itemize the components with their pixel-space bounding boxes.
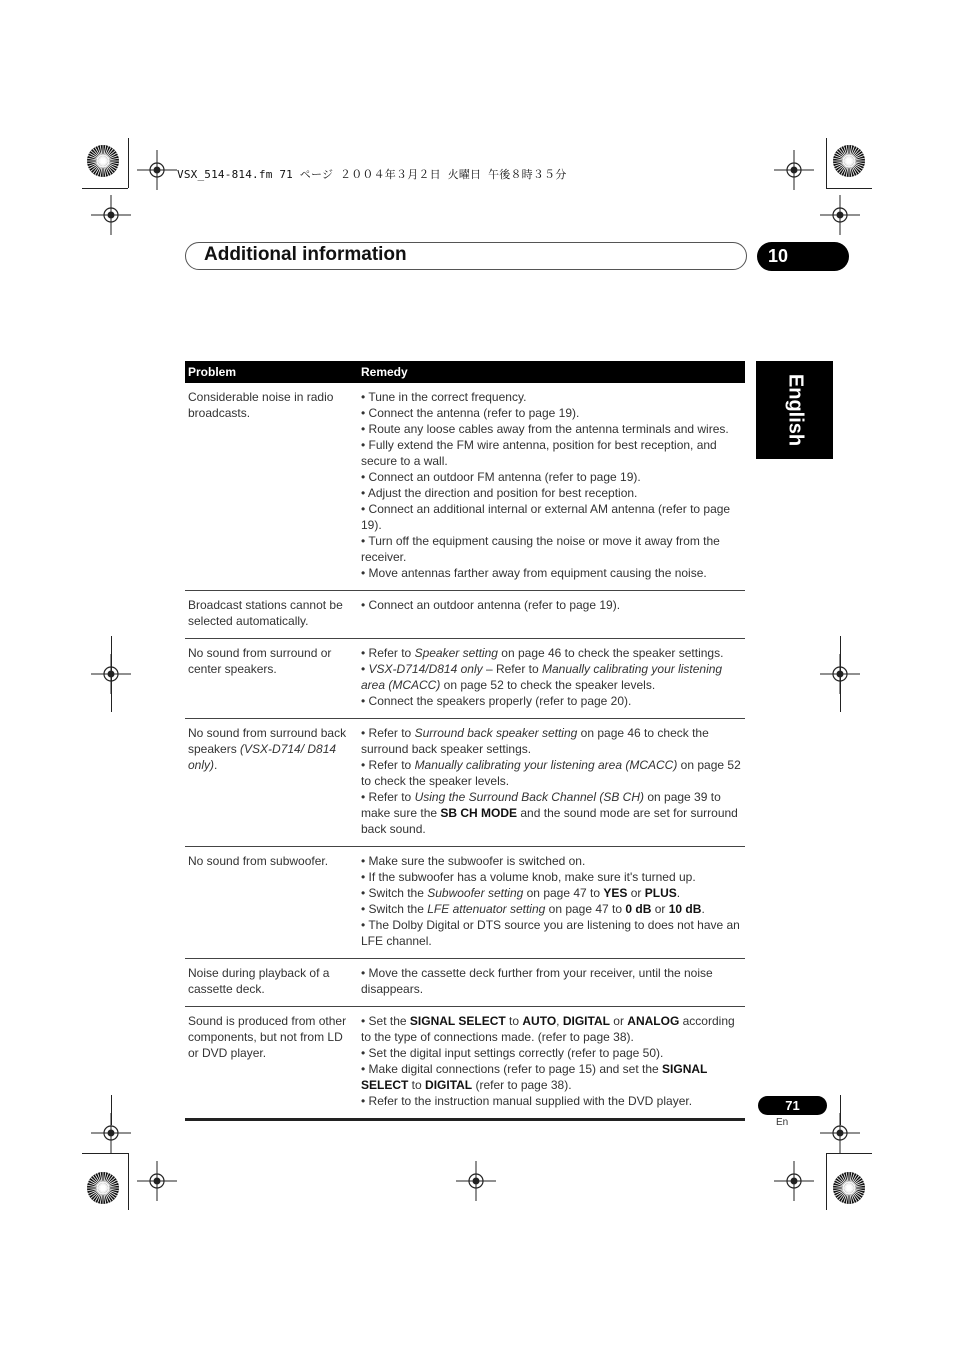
- text-run: on page 47 to: [523, 886, 604, 900]
- text-run: • Connect an outdoor antenna (refer to page 19).: [361, 598, 621, 612]
- crop-mark-line: [826, 1153, 827, 1210]
- language-tab-label: English: [784, 373, 806, 447]
- crop-mark-line: [128, 1153, 129, 1210]
- remedy-item: [361, 789, 741, 837]
- text-run: • Route any loose cables away from the antenna terminals and wires.: [361, 422, 729, 436]
- text-run: on page 52 to check the speaker levels.: [361, 758, 741, 788]
- remedy-item: [361, 533, 741, 565]
- registration-target-icon: [137, 150, 177, 190]
- remedy-item: [361, 1061, 741, 1093]
- italic-reference: Using the Surround Back Channel (SB CH): [414, 790, 645, 804]
- problem-cell: [185, 719, 358, 847]
- table-body: [185, 383, 745, 1120]
- bold-setting-name: ANALOG: [627, 1014, 680, 1028]
- italic-reference: Subwoofer setting: [427, 886, 524, 900]
- text-run: • Connect the antenna (refer to page 19).: [361, 406, 580, 420]
- problem-cell: [185, 959, 358, 1007]
- problem-column-header: Problem: [185, 361, 358, 383]
- text-run: No sound from surround or center speakers.: [188, 646, 332, 676]
- bold-setting-name: 10 dB: [668, 902, 702, 916]
- remedy-item: [361, 437, 741, 469]
- chapter-number-badge: 10: [757, 242, 849, 271]
- problem-cell: [185, 639, 358, 719]
- troubleshooting-table: [185, 361, 745, 1121]
- bold-setting-name: SIGNAL SELECT: [409, 1014, 506, 1028]
- crop-mark-line: [826, 138, 827, 188]
- text-run: • Make digital connections (refer to page 15) and set the: [361, 1062, 663, 1076]
- crop-mark-line: [82, 1153, 128, 1154]
- crop-mark-line: [840, 636, 841, 712]
- text-run: on page 39 to make sure the: [361, 790, 721, 820]
- registration-target-icon: [91, 195, 131, 235]
- table-row: [185, 1007, 745, 1120]
- remedy-item: [361, 917, 741, 949]
- text-run: • The Dolby Digital or DTS source you are listening to does not have an LFE channel.: [361, 918, 740, 948]
- bold-setting-name: 0 dB: [625, 902, 652, 916]
- registration-target-icon: [774, 150, 814, 190]
- text-run: •: [361, 662, 369, 676]
- crop-mark-line: [111, 1095, 112, 1125]
- italic-reference: VSX-D714/D814 only: [368, 662, 483, 676]
- remedy-item: [361, 1045, 741, 1061]
- registration-target-icon: [137, 1161, 177, 1201]
- remedy-cell: [358, 591, 745, 639]
- remedy-item: [361, 901, 741, 917]
- text-run: • Move the cassette deck further from your receiver, until the noise disappears.: [361, 966, 713, 996]
- italic-reference: Surround back speaker setting: [414, 726, 578, 740]
- text-run: – Refer to: [482, 662, 542, 676]
- section-title: Additional information: [204, 244, 407, 265]
- remedy-item: [361, 1013, 741, 1045]
- remedy-cell: [358, 639, 745, 719]
- remedy-item: [361, 485, 741, 501]
- text-run: • Fully extend the FM wire antenna, position for best reception, and secure to a wall.: [361, 438, 717, 468]
- registration-burst-icon: [85, 1170, 121, 1206]
- remedy-item: [361, 597, 741, 613]
- registration-target-icon: [774, 1161, 814, 1201]
- remedy-item: [361, 965, 741, 997]
- text-run: on page 46 to check the surround back speaker settings.: [361, 726, 709, 756]
- text-run: Considerable noise in radio broadcasts.: [188, 390, 334, 420]
- text-run: • Connect the speakers properly (refer to page 20).: [361, 694, 632, 708]
- text-run: according to the type of connections made. (refer to page 38).: [361, 1014, 735, 1044]
- bold-setting-name: DIGITAL: [425, 1078, 473, 1092]
- italic-reference: (VSX-D714/ D814 only): [188, 742, 337, 772]
- remedy-column-header: Remedy: [358, 361, 745, 383]
- text-run: • Refer to: [361, 790, 415, 804]
- text-run: • Refer to: [361, 646, 415, 660]
- text-run: and the sound mode are set for surround back sound.: [361, 806, 738, 836]
- registration-target-icon: [820, 195, 860, 235]
- remedy-item: [361, 853, 741, 869]
- text-run: • Refer to: [361, 758, 415, 772]
- text-run: • Move antennas farther away from equipment causing the noise.: [361, 566, 707, 580]
- text-run: on page 47 to: [545, 902, 626, 916]
- text-run: • Refer to: [361, 726, 415, 740]
- page-language-code: En: [776, 1117, 789, 1128]
- problem-cell: [185, 847, 358, 959]
- remedy-cell: [358, 1007, 745, 1120]
- remedy-cell: [358, 959, 745, 1007]
- language-tab: [756, 361, 833, 459]
- remedy-item: [361, 661, 741, 693]
- crop-mark-line: [128, 138, 129, 188]
- text-run: .: [676, 886, 681, 900]
- table-header-row: [185, 361, 745, 383]
- table-row: [185, 591, 745, 639]
- registration-burst-icon: [831, 1170, 867, 1206]
- table-row: [185, 639, 745, 719]
- italic-reference: Manually calibrating your listening area (MCACC): [361, 662, 723, 692]
- text-run: • Adjust the direction and position for best reception.: [361, 486, 638, 500]
- text-run: • Turn off the equipment causing the noise or move it away from the receiver.: [361, 534, 720, 564]
- text-run: .: [701, 902, 705, 916]
- crop-mark-line: [826, 1153, 872, 1154]
- bold-setting-name: AUTO: [522, 1014, 557, 1028]
- remedy-item: [361, 645, 741, 661]
- page-number-badge: 71: [758, 1096, 827, 1115]
- remedy-item: [361, 725, 741, 757]
- crop-mark-line: [840, 1095, 841, 1125]
- crop-mark-line: [826, 188, 872, 189]
- problem-cell: [185, 1007, 358, 1120]
- bold-setting-name: SIGNAL SELECT: [361, 1062, 708, 1092]
- remedy-item: [361, 469, 741, 485]
- text-run: • Refer to the instruction manual supplied with the DVD player.: [361, 1094, 693, 1108]
- problem-cell: [185, 591, 358, 639]
- remedy-item: [361, 565, 741, 581]
- registration-burst-icon: [831, 143, 867, 179]
- italic-reference: LFE attenuator setting: [427, 902, 546, 916]
- registration-target-icon: [456, 1161, 496, 1201]
- remedy-cell: [358, 719, 745, 847]
- text-run: or: [627, 886, 645, 900]
- file-header: VSX_514-814.fm 71 ページ ２００４年３月２日 火曜日 午後８時３５分: [177, 168, 567, 181]
- remedy-cell: [358, 847, 745, 959]
- remedy-item: [361, 389, 741, 405]
- remedy-item: [361, 757, 741, 789]
- text-run: Broadcast stations cannot be selected automatically.: [188, 598, 343, 628]
- text-run: or: [609, 1014, 628, 1028]
- table-row: [185, 719, 745, 847]
- bold-setting-name: DIGITAL: [562, 1014, 610, 1028]
- remedy-item: [361, 693, 741, 709]
- remedy-item: [361, 1093, 741, 1109]
- registration-burst-icon: [85, 143, 121, 179]
- text-run: • If the subwoofer has a volume knob, make sure it's turned up.: [361, 870, 696, 884]
- text-run: • Set the digital input settings correctly (refer to page 50).: [361, 1046, 664, 1060]
- text-run: (refer to page 38).: [472, 1078, 572, 1092]
- text-run: .: [214, 758, 218, 772]
- remedy-item: [361, 885, 741, 901]
- remedy-item: [361, 405, 741, 421]
- italic-reference: Manually calibrating your listening area (MCACC): [414, 758, 678, 772]
- text-run: on page 52 to check the speaker levels.: [440, 678, 656, 692]
- italic-reference: Speaker setting: [414, 646, 498, 660]
- table-row: [185, 383, 745, 591]
- text-run: No sound from subwoofer.: [188, 854, 329, 868]
- text-run: • Tune in the correct frequency.: [361, 390, 527, 404]
- crop-mark-line: [111, 636, 112, 712]
- text-run: on page 46 to check the speaker settings.: [497, 646, 724, 660]
- table-row: [185, 959, 745, 1007]
- problem-cell: [185, 383, 358, 591]
- text-run: Sound is produced from other components, but not from LD or DVD player.: [188, 1014, 347, 1060]
- text-run: to: [408, 1078, 426, 1092]
- text-run: • Set the: [361, 1014, 410, 1028]
- remedy-item: [361, 421, 741, 437]
- remedy-cell: [358, 383, 745, 591]
- remedy-item: [361, 501, 741, 533]
- text-run: • Switch the: [361, 886, 428, 900]
- remedy-item: [361, 869, 741, 885]
- text-run: or: [651, 902, 669, 916]
- text-run: to: [505, 1014, 523, 1028]
- text-run: No sound from surround back speakers: [188, 726, 347, 756]
- bold-setting-name: PLUS: [644, 886, 677, 900]
- text-run: • Connect an additional internal or external AM antenna (refer to page 19).: [361, 502, 731, 532]
- table-row: [185, 847, 745, 959]
- bold-setting-name: SB CH MODE: [440, 806, 518, 820]
- text-run: • Switch the: [361, 902, 428, 916]
- text-run: • Make sure the subwoofer is switched on.: [361, 854, 586, 868]
- text-run: Noise during playback of a cassette deck.: [188, 966, 330, 996]
- bold-setting-name: YES: [603, 886, 628, 900]
- crop-mark-line: [82, 188, 128, 189]
- text-run: ,: [556, 1014, 563, 1028]
- text-run: • Connect an outdoor FM antenna (refer to page 19).: [361, 470, 641, 484]
